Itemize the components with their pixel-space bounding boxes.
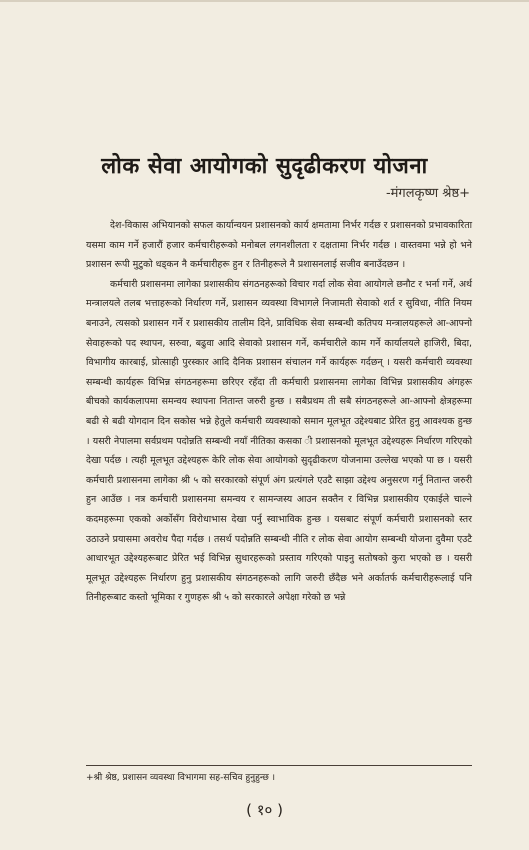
footnote: +श्री श्रेष्ठ, प्रशासन व्यवस्था विभागमा सह-सचिव हुनुहुन्छ ।	[86, 773, 276, 783]
author-byline: -मंगलकृष्ण श्रेष्ठ+	[385, 186, 470, 201]
page-edge	[0, 0, 529, 2]
page-title: लोक सेवा आयोगको सुदृढीकरण योजना	[101, 154, 428, 179]
paragraph: देश-विकास अभियानको सफल कार्यान्वयन प्रशासनको कार्य क्षमतामा निर्भर गर्दछ र प्रशासनको प्रभावकारिता यसमा काम गर्ने हजारौं हजार कर्मचारीहरूको मनोबल लगनशीलता र दक्षतामा निर्भर गर्दछ । वास्तवमा भन्ने हो भने प्रशासन रूपी मुटुको धड्कन नै कर्मचारीहरू हुन र तिनीहरूले नै प्रशासनलाई सजीव बनाउँदछन ।	[86, 220, 472, 271]
paragraph: कर्मचारी प्रशासनमा लागेका प्रशासकीय संगठनहरूको विचार गर्दा लोक सेवा आयोगले छनौट र भर्ना गर्ने, अर्थ मन्त्रालयले तलब भत्ताहरूको निर्धारण गर्ने, प्रशासन व्यवस्था विभागले निजामती सेवाको शर्त र सुविधा, नीति नियम बनाउने, त्यसको प्रशासन गर्ने र प्रशासकीय तालीम दिने, प्राविधिक सेवा सम्बन्धी कतिपय मन्त्रालयहरूले आ-आफ्नो सेवाहरूको पद स्थापन, सरुवा, बढुवा आदि सेवाको प्रशासन गर्ने, कर्मचारीले काम गर्ने कार्यालयले हाजिरी, बिदा, विभागीय कारबाई, प्रोत्साही पुरस्कार आदि दैनिक प्रशासन संचालन गर्ने कार्यहरू गर्दछन् । यसरी कर्मचारी व्यवस्था सम्बन्धी कार्यहरू विभिन्न संगठनहरूमा छरिएर रहँदा ती कर्मचारी प्रशासनमा लागेका विभिन्न प्रशासकीय अंगहरू बीचको कार्यकलापमा समन्वय स्थापना नितान्त जरुरी हुन्छ । सबैप्रथम ती सबै संगठनहरूले आ-आफ्नो क्षेत्रहरूमा बढी से बढी योगदान दिन सकोस भन्ने हेतुले कर्मचारी व्यवस्थाको समान मूलभूत उद्देश्यबाट प्रेरित हुनु आवश्यक हुन्छ । यसरी नेपालमा सर्वप्रथम पदोन्नति सम्बन्धी नयाँ नीतिका कसका ी प्रशासनको मूलभूत उद्देश्यहरू निर्धारण गरिएको देखा पर्दछ । त्यही मूलभूत उद्देश्यहरू केरि लोक सेवा आयोगको सुदृढीकरण योजनामा उल्लेख भएको पा‌ छ । यसरी कर्मचारी प्रशासनमा लागेका श्री ५ को सरकारको संपूर्ण अंग प्रत्यंगले एउटै साझा उद्देश्य अनुसरण गर्नु नितान्त जरुरी हुन आउँछ । नत्र कर्मचारी प्रशासनमा समन्वय र सामन्जस्य आउन सक्तैन र विभिन्न प्रशासकीय एकाईले चाल्ने कदमहरूमा एकको अर्कोसँग विरोधाभास देखा पर्नु स्वाभाविक हुन्छ । यसबाट संपूर्ण कर्मचारी प्रशासनको स्तर उठाउने प्रयासमा अवरोध पैदा गर्दछ । तसर्थ पदोन्नति सम्बन्धी नीति र लोक सेवा आयोग सम्बन्धी योजना दुवैमा एउटै आधारभूत उद्देश्यहरूबाट प्रेरित भई विभिन्न सुधारहरूको प्रस्ताव गरिएको पाइनु सतोषको कुरा भएको छ । यसरी मूलभूत उद्देश्यहरू निर्धारण हुनु प्रशासकीय संगठनहरूको लागि जरुरी छँदैछ भने अर्कातर्फ कर्मचारीहरूलाई पनि तिनीहरूबाट कस्तो भूमिका र गुणहरू श्री ५ को सरकारले अपेक्षा गरेको छ भन्ने	[86, 278, 472, 604]
footnote-divider	[86, 765, 472, 766]
body-text	[86, 216, 472, 608]
page-number: ( १० )	[246, 801, 283, 819]
